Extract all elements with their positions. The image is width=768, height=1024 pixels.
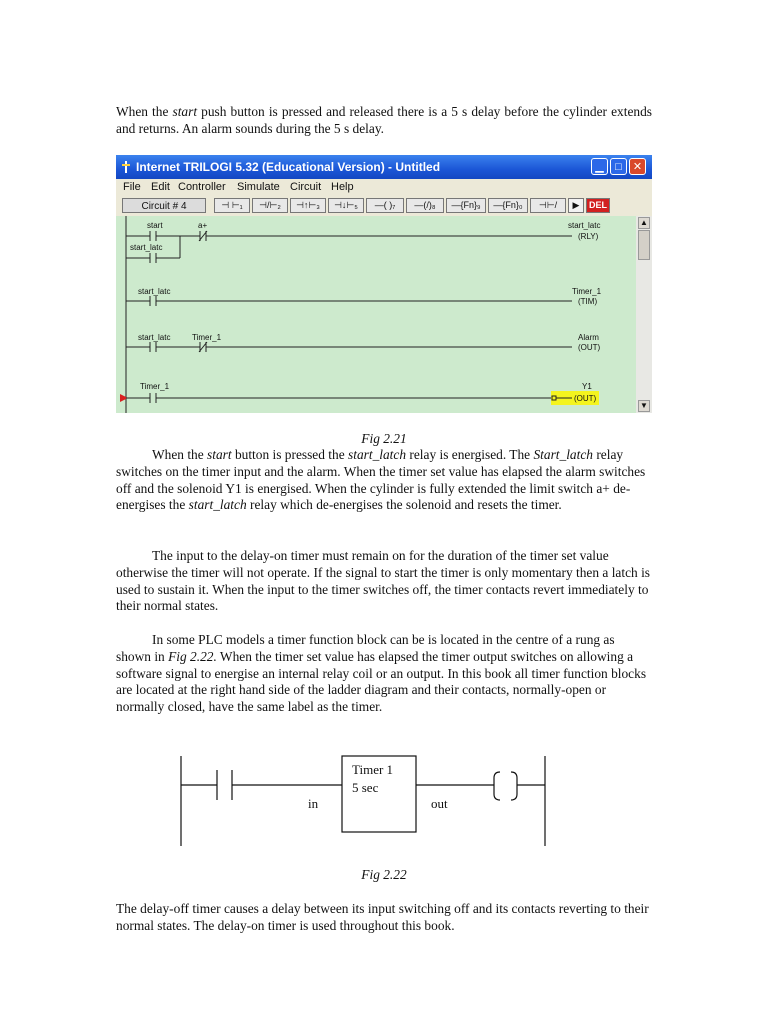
menu-bar — [116, 179, 652, 196]
text-run: relay switches on the timer input and the alarm. When the timer set value has elapsed the alarm switches off and the solenoid Y1 is energised. When the cylinder is fully extended the limit switch a+ de-energises the — [116, 447, 646, 513]
maximize-icon[interactable]: □ — [610, 158, 627, 175]
coil-label: Alarm — [578, 333, 599, 342]
play-icon[interactable]: ▶ — [568, 198, 584, 213]
text-run: button is pressed the — [231, 447, 349, 462]
toolbar-function-alt-button[interactable]: —{Fn}₀ — [488, 198, 528, 213]
rung-4[interactable] — [120, 382, 599, 405]
menu-circuit[interactable]: Circuit — [290, 181, 322, 193]
text-run: push button is pressed and released there is a 5 s delay before the cylinder extends and returns. An alarm sounds during the 5 s delay. — [116, 104, 652, 136]
ladder-editor[interactable] — [116, 216, 636, 413]
italic-term: start — [207, 447, 232, 462]
circuit-number-button[interactable]: Circuit # 4 — [122, 198, 206, 213]
paragraph — [116, 447, 652, 514]
contact-label: Timer_1 — [192, 333, 222, 342]
text-run: When the — [152, 447, 208, 462]
coil-symbol — [494, 772, 500, 800]
intro-paragraph — [116, 104, 652, 138]
toolbar-nc-contact-button[interactable]: ⊣/⊢₂ — [252, 198, 288, 213]
toolbar-coil-button[interactable]: —( )₇ — [366, 198, 404, 213]
rung-1[interactable] — [126, 221, 600, 263]
scroll-down-icon[interactable]: ▼ — [638, 400, 650, 412]
paragraph — [116, 548, 652, 615]
toolbar-no-contact-button[interactable]: ⊣ ⊢₁ — [214, 198, 250, 213]
toolbar-rising-contact-button[interactable]: ⊣↑⊢₃ — [290, 198, 326, 213]
italic-term: Start_latch — [533, 447, 593, 462]
contact-label: start_latc — [138, 287, 171, 296]
coil-type: (OUT) — [574, 394, 597, 403]
close-icon[interactable]: ✕ — [629, 158, 646, 175]
toolbar — [116, 196, 652, 216]
menu-edit[interactable]: Edit — [151, 181, 170, 193]
toolbar-function-button[interactable]: —{Fn}₉ — [446, 198, 486, 213]
contact-label: start_latc — [138, 333, 171, 342]
minimize-icon[interactable]: ▁ — [591, 158, 608, 175]
text-run: The input to the delay-on timer must remain on for the duration of the timer set value otherwise the timer will not operate. If the signal to start the timer is only momentary then a latch is used to sustain it. When the input to the timer switches off, the timer contacts revert immediately to their normal states. — [116, 548, 650, 614]
menu-controller[interactable]: Controller — [178, 181, 226, 193]
window-title: Internet TRILOGI 5.32 (Educational Version) - Untitled — [136, 160, 441, 174]
contact-label: Timer_1 — [140, 382, 170, 391]
scroll-up-icon[interactable]: ▲ — [638, 217, 650, 229]
delete-button[interactable]: DEL — [586, 198, 610, 213]
text-run: When the — [116, 104, 173, 119]
contact-label: start — [147, 221, 163, 230]
figure-caption: Fig 2.22 — [361, 867, 407, 882]
window-titlebar[interactable] — [116, 155, 652, 179]
text-run: In some PLC models a timer function block can be is located in the centre of a rung as shown in — [116, 632, 615, 664]
input-label: in — [308, 796, 319, 811]
timer-name: Timer 1 — [352, 762, 394, 777]
coil-label: start_latc — [568, 221, 601, 230]
coil-label: Y1 — [582, 382, 592, 391]
figure-caption: Fig 2.21 — [361, 431, 407, 446]
italic-term: Fig 2.22. — [168, 648, 217, 664]
rung-2[interactable] — [126, 287, 602, 306]
menu-help[interactable]: Help — [331, 181, 354, 193]
rung-3[interactable] — [126, 333, 601, 352]
italic-term: start_latch — [188, 497, 247, 513]
italic-term: start_latch — [348, 447, 407, 462]
contact-label: a+ — [198, 221, 208, 230]
toolbar-falling-contact-button[interactable]: ⊣↓⊢₅ — [328, 198, 364, 213]
branch-label: start_latc — [130, 243, 163, 252]
text-run: When the timer set value has elapsed the timer output switches on allowing a software signal to energise an internal relay coil or an output. In this book all timer function blocks are located at the right hand side of the ladder diagram and their contacts, normally-open or normally closed, have the same label as the timer. — [116, 648, 647, 715]
toolbar-inverted-coil-button[interactable]: —(/)₈ — [406, 198, 444, 213]
text-run: relay which de-energises the solenoid and resets the timer. — [246, 497, 562, 513]
scroll-thumb[interactable] — [638, 230, 650, 260]
trilogi-window — [116, 155, 652, 413]
italic-term: start — [172, 104, 198, 119]
menu-file[interactable]: File — [123, 181, 141, 193]
vertical-scrollbar[interactable] — [636, 216, 652, 413]
timer-value: 5 sec — [352, 780, 379, 795]
app-icon — [121, 161, 131, 173]
toolbar-branch-button[interactable]: ⊣⊢/ — [530, 198, 566, 213]
coil-label: Timer_1 — [572, 287, 602, 296]
ladder-diagram — [116, 216, 636, 413]
menu-simulate[interactable]: Simulate — [237, 181, 280, 193]
output-label: out — [431, 796, 448, 811]
text-run: relay is energised. The — [406, 447, 534, 462]
text-run: The delay-off timer causes a delay between its input switching off and its contacts reverting to their normal states. The delay-on timer is used throughout this book. — [116, 901, 649, 933]
closing-paragraph — [116, 901, 652, 935]
coil-type: (OUT) — [578, 343, 601, 352]
timer-block-diagram — [170, 752, 560, 852]
coil-type: (TIM) — [578, 297, 598, 306]
paragraph — [116, 632, 652, 716]
coil-type: (RLY) — [578, 232, 599, 241]
